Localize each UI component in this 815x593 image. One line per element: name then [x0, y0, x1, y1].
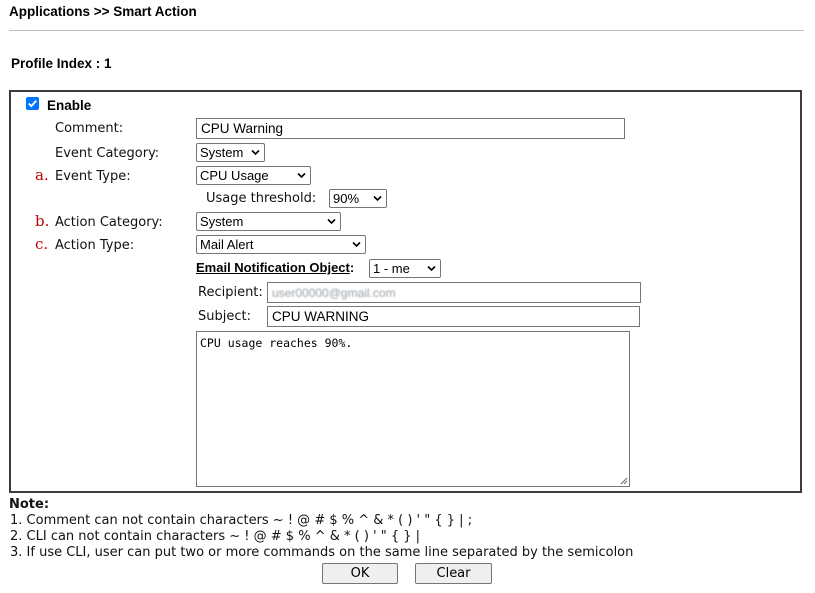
event-type-label: Event Type: — [55, 169, 131, 184]
chevron-down-icon — [297, 171, 306, 180]
clear-button[interactable]: Clear — [415, 563, 492, 584]
usage-threshold-value: 90% — [333, 191, 360, 206]
email-notification-value: 1 - me — [373, 261, 410, 276]
enable-checkbox[interactable] — [26, 97, 39, 110]
usage-threshold-select[interactable] — [329, 189, 387, 208]
profile-index: Profile Index : 1 — [11, 56, 112, 71]
chevron-down-icon — [327, 217, 336, 226]
event-category-value: System — [200, 145, 244, 160]
chevron-down-icon — [352, 240, 361, 249]
email-notification-select[interactable] — [369, 259, 441, 278]
subject-label: Subject: — [198, 309, 251, 324]
subject-input[interactable]: CPU WARNING — [267, 306, 640, 327]
recipient-label: Recipient: — [198, 285, 263, 300]
recipient-input[interactable] — [267, 282, 641, 303]
chevron-down-icon — [373, 194, 382, 203]
note-item: 2. CLI can not contain characters ~ ! @ # $ % ^ & * ( ) ' " { } | — [10, 529, 421, 544]
email-notification-object-link[interactable]: Email Notification Object — [196, 260, 350, 275]
chevron-down-icon — [427, 264, 436, 273]
event-category-label: Event Category: — [55, 146, 160, 161]
event-category-select[interactable] — [196, 143, 265, 162]
breadcrumb: Applications >> Smart Action — [9, 4, 197, 19]
action-category-label: Action Category: — [55, 215, 163, 230]
action-category-value: System — [200, 214, 244, 229]
event-type-value: CPU Usage — [200, 168, 269, 183]
usage-threshold-label: Usage threshold: — [206, 191, 317, 206]
action-type-value: Mail Alert — [200, 237, 254, 252]
marker-a: a. — [35, 166, 49, 184]
note-item: 1. Comment can not contain characters ~ ! @ # $ % ^ & * ( ) ' " { } | ; — [10, 513, 473, 528]
ok-button[interactable]: OK — [322, 563, 398, 584]
message-textarea[interactable] — [196, 331, 630, 487]
event-type-select[interactable] — [196, 166, 311, 185]
action-category-select[interactable] — [196, 212, 341, 231]
comment-label: Comment: — [55, 121, 124, 136]
marker-b: b. — [35, 212, 50, 230]
header-divider — [9, 30, 804, 31]
note-item: 3. If use CLI, user can put two or more commands on the same line separated by the semicolon — [10, 545, 634, 560]
note-title: Note: — [9, 497, 50, 512]
enable-label: Enable — [47, 98, 92, 113]
resize-grip-icon[interactable] — [620, 477, 628, 485]
chevron-down-icon — [251, 148, 260, 157]
action-type-label: Action Type: — [55, 238, 135, 253]
email-notification-colon: : — [349, 260, 355, 275]
action-type-select[interactable] — [196, 235, 366, 254]
recipient-value: user00000@gmail.com — [272, 286, 396, 300]
comment-input[interactable]: CPU Warning — [196, 118, 625, 139]
checkmark-icon — [27, 98, 38, 109]
message-text: CPU usage reaches 90%. — [200, 336, 353, 350]
marker-c: c. — [35, 235, 49, 253]
email-notification-row — [196, 260, 354, 275]
